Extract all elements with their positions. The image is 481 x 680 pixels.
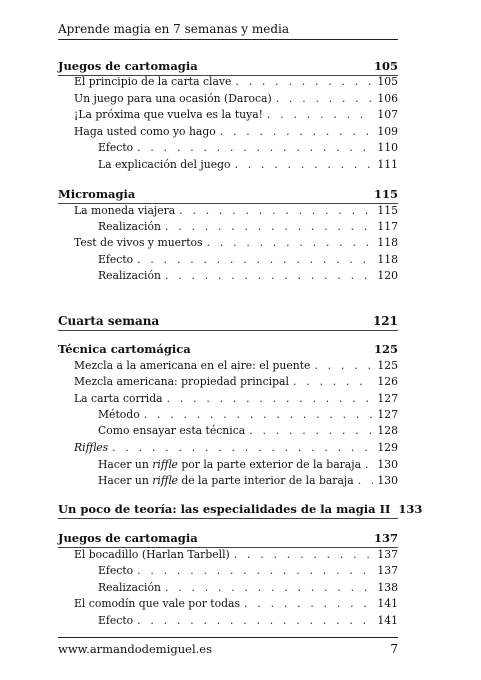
dot-leader bbox=[244, 596, 373, 612]
toc-entry-page: 107 bbox=[377, 108, 398, 121]
toc-entry-title: Como ensayar esta técnica bbox=[98, 424, 246, 437]
toc-entry-page: 120 bbox=[377, 269, 398, 282]
dot-leader bbox=[167, 391, 374, 407]
toc-entry[interactable] bbox=[58, 374, 398, 390]
toc-entry-page: 130 bbox=[377, 458, 398, 471]
toc-entry-page: 111 bbox=[377, 158, 398, 171]
toc-entry-title: Juegos de cartomagia bbox=[58, 531, 198, 545]
dot-leader bbox=[267, 107, 373, 123]
toc-entry-title: Mezcla a la americana en el aire: el puente bbox=[74, 359, 311, 372]
dot-leader bbox=[314, 358, 373, 374]
toc-entry[interactable] bbox=[58, 613, 398, 629]
toc-entry-page: 117 bbox=[377, 220, 398, 233]
dot-leader bbox=[144, 407, 374, 423]
toc-entry-title: ¡La próxima que vuelva es la tuya! bbox=[74, 108, 264, 121]
toc-entry-title-part: de la parte interior de la baraja bbox=[177, 474, 354, 487]
toc-entry-page: 127 bbox=[377, 392, 398, 405]
toc-entry-page: 115 bbox=[377, 204, 398, 217]
toc-entry[interactable] bbox=[58, 407, 398, 423]
toc-entry[interactable] bbox=[58, 473, 398, 489]
toc-entry-page: 110 bbox=[377, 141, 398, 154]
toc-entry-title: Test de vivos y muertos bbox=[74, 236, 203, 249]
toc-entry[interactable] bbox=[58, 580, 398, 596]
toc-entry-title: Efecto bbox=[98, 564, 134, 577]
dot-leader bbox=[137, 563, 373, 579]
toc-entry-page: 127 bbox=[377, 408, 398, 421]
running-header-title: Aprende magia en 7 semanas y media bbox=[58, 22, 290, 36]
toc-entry[interactable] bbox=[58, 530, 398, 546]
toc-entry[interactable] bbox=[58, 358, 398, 374]
dot-leader bbox=[137, 252, 373, 268]
dot-leader bbox=[249, 423, 373, 439]
toc-entry-title: Riffles bbox=[74, 441, 109, 454]
toc-entry-title: Un poco de teoría: las especialidades de la magia II bbox=[58, 502, 391, 516]
toc-entry-title bbox=[98, 457, 365, 473]
dot-leader bbox=[276, 91, 374, 107]
section-rule bbox=[58, 203, 398, 204]
dot-leader bbox=[165, 219, 373, 235]
toc-entry-title: Realización bbox=[98, 269, 161, 282]
toc-entry[interactable] bbox=[58, 457, 398, 473]
toc-entry[interactable] bbox=[58, 423, 398, 439]
toc-entry-title: El bocadillo (Harlan Tarbell) bbox=[74, 548, 230, 561]
toc-entry-title: Efecto bbox=[98, 253, 134, 266]
toc-entry-title: Realización bbox=[98, 581, 161, 594]
toc-entry-page: 106 bbox=[377, 92, 398, 105]
toc-entry-page: 118 bbox=[377, 236, 398, 249]
toc-entry-title: Efecto bbox=[98, 614, 134, 627]
toc-entry[interactable] bbox=[58, 74, 398, 90]
toc-entry[interactable] bbox=[58, 596, 398, 612]
dot-leader bbox=[179, 203, 373, 219]
dot-leader bbox=[137, 140, 373, 156]
toc-entry-title: Haga usted como yo hago bbox=[74, 125, 216, 138]
section-rule bbox=[58, 547, 398, 548]
toc-entry[interactable] bbox=[58, 341, 398, 357]
toc-entry[interactable] bbox=[58, 252, 398, 268]
toc-entry-title: El principio de la carta clave bbox=[74, 75, 232, 88]
toc-entry[interactable] bbox=[58, 563, 398, 579]
toc-entry-title: Un juego para una ocasión (Daroca) bbox=[74, 92, 272, 105]
toc-entry[interactable] bbox=[58, 186, 398, 202]
footer-rule bbox=[58, 637, 398, 638]
toc-entry-title: Efecto bbox=[98, 141, 134, 154]
toc-entry-page: 130 bbox=[377, 474, 398, 487]
section-rule bbox=[58, 75, 398, 76]
dot-leader bbox=[235, 74, 373, 90]
footer-url[interactable]: www.armandodemiguel.es bbox=[58, 642, 212, 656]
dot-leader bbox=[234, 547, 374, 563]
toc-entry-title: Micromagia bbox=[58, 187, 136, 201]
toc-entry[interactable] bbox=[58, 140, 398, 156]
toc-entry[interactable] bbox=[58, 391, 398, 407]
toc-entry-page: 118 bbox=[377, 253, 398, 266]
dot-leader bbox=[112, 440, 373, 456]
toc-entry-page: 105 bbox=[373, 59, 398, 73]
toc-entry-page: 137 bbox=[377, 548, 398, 561]
toc-entry[interactable] bbox=[58, 203, 398, 219]
toc-entry-page: 121 bbox=[372, 314, 398, 328]
toc-entry-page: 141 bbox=[377, 597, 398, 610]
toc-entry-page: 128 bbox=[377, 424, 398, 437]
table-of-contents bbox=[58, 0, 423, 680]
toc-entry-page: 133 bbox=[398, 502, 423, 516]
toc-entry-title: Mezcla americana: propiedad principal bbox=[74, 375, 289, 388]
section-rule bbox=[58, 330, 398, 331]
toc-entry-page: 115 bbox=[373, 187, 398, 201]
footer-page-number: 7 bbox=[390, 642, 398, 656]
toc-entry-title: Juegos de cartomagia bbox=[58, 59, 198, 73]
toc-entry-title: Método bbox=[98, 408, 140, 421]
toc-entry-page: 138 bbox=[377, 581, 398, 594]
toc-entry-page: 125 bbox=[377, 359, 398, 372]
toc-entry-title: Realización bbox=[98, 220, 161, 233]
toc-entry-title bbox=[98, 473, 358, 489]
dot-leader bbox=[165, 268, 373, 284]
toc-entry-page: 125 bbox=[373, 342, 398, 356]
dot-leader bbox=[165, 580, 373, 596]
dot-leader bbox=[365, 457, 373, 473]
toc-entry[interactable] bbox=[58, 157, 398, 173]
toc-entry-page: 126 bbox=[377, 375, 398, 388]
toc-entry-page: 105 bbox=[377, 75, 398, 88]
toc-entry-page: 129 bbox=[377, 441, 398, 454]
toc-entry-title: La carta corrida bbox=[74, 392, 163, 405]
toc-entry-title-part: por la parte exterior de la baraja bbox=[177, 458, 362, 471]
toc-entry[interactable] bbox=[58, 107, 398, 123]
toc-entry[interactable] bbox=[58, 91, 398, 107]
toc-entry[interactable] bbox=[58, 440, 398, 456]
section-rule bbox=[58, 518, 398, 519]
dot-leader bbox=[235, 157, 374, 173]
dot-leader bbox=[220, 124, 374, 140]
dot-leader bbox=[293, 374, 373, 390]
toc-entry[interactable] bbox=[58, 58, 398, 74]
toc-entry-title: El comodín que vale por todas bbox=[74, 597, 241, 610]
toc-entry-title-part: riffle bbox=[152, 458, 178, 471]
toc-entry[interactable] bbox=[58, 268, 398, 284]
toc-entry[interactable] bbox=[58, 313, 398, 329]
toc-entry-title-part: Hacer un bbox=[98, 458, 153, 471]
toc-entry-page: 137 bbox=[377, 564, 398, 577]
toc-entry-title: Técnica cartomágica bbox=[58, 342, 191, 356]
dot-leader bbox=[358, 473, 374, 489]
toc-entry[interactable] bbox=[58, 547, 398, 563]
toc-entry-title-part: Hacer un bbox=[98, 474, 153, 487]
toc-entry[interactable] bbox=[58, 124, 398, 140]
dot-leader bbox=[207, 235, 374, 251]
toc-entry-title-part: riffle bbox=[152, 474, 178, 487]
toc-entry-page: 109 bbox=[377, 125, 398, 138]
toc-entry-title: La moneda viajera bbox=[74, 204, 176, 217]
toc-entry-title: La explicación del juego bbox=[98, 158, 231, 171]
toc-entry-title: Cuarta semana bbox=[58, 314, 160, 328]
toc-entry-page: 141 bbox=[377, 614, 398, 627]
toc-entry-page: 137 bbox=[373, 531, 398, 545]
toc-entry[interactable] bbox=[58, 501, 423, 517]
toc-entry[interactable] bbox=[58, 219, 398, 235]
dot-leader bbox=[137, 613, 373, 629]
toc-entry[interactable] bbox=[58, 235, 398, 251]
